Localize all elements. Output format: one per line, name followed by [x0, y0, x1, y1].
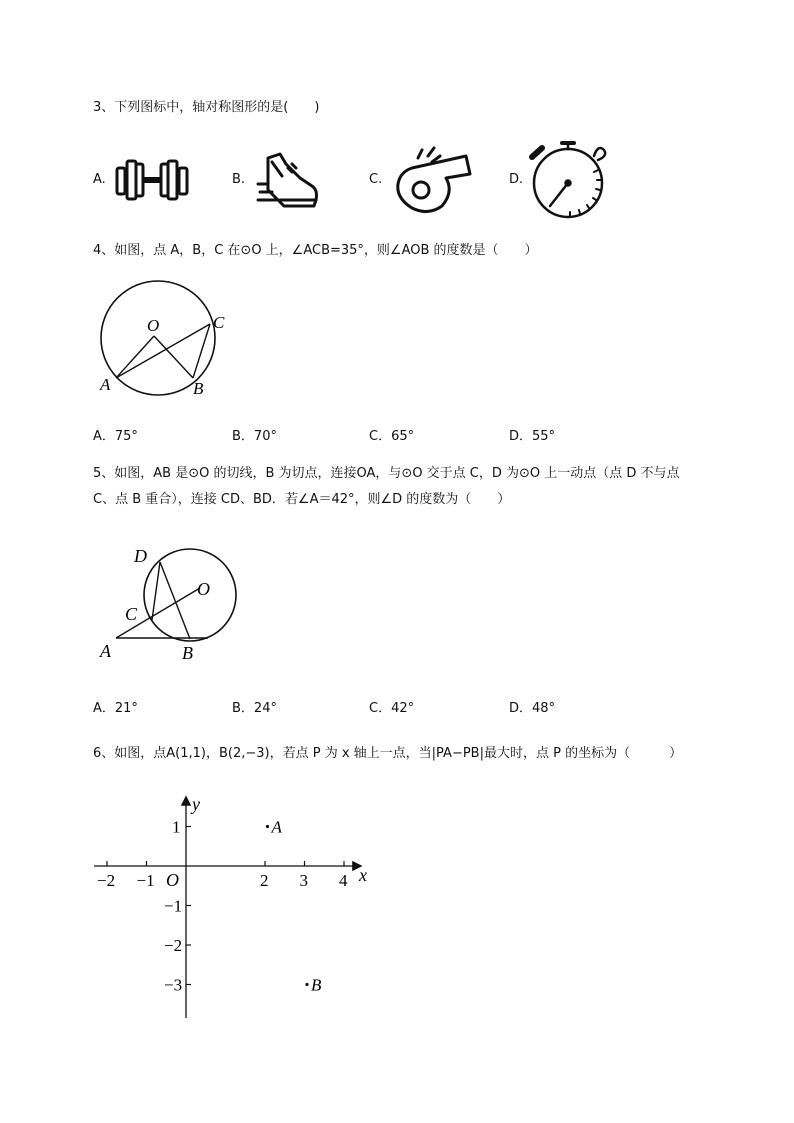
x-tick-label: 4 — [339, 871, 348, 890]
q4-label-a: A — [100, 375, 111, 394]
question-6-stem: 6、如图，点A(1,1)，B(2,−3)，若点 P 为 x 轴上一点，当|PA−PB|最大时，点 P 的坐标为（ ） — [93, 746, 683, 761]
q5-option-a: A．21° — [93, 701, 138, 716]
question-5-stem-line-1: 5、如图，AB 是⊙O 的切线，B 为切点，连接OA，与⊙O 交于点 C，D 为⊙O 上一动点（点 D 不与点 — [93, 466, 680, 481]
x-tick-label: −2 — [97, 871, 116, 890]
q3-option-b-label: B. — [232, 172, 246, 187]
q5-label-c: C — [125, 604, 138, 624]
running-shoe-icon — [254, 150, 322, 212]
q4-label-o: O — [147, 316, 160, 335]
whistle-icon — [390, 146, 474, 216]
q5-tangent-figure — [96, 542, 246, 667]
q4-option-d: D．55° — [509, 429, 556, 444]
q4-label-c: C — [213, 313, 225, 332]
q5-option-b: B．24° — [232, 701, 277, 716]
y-axis-label: y — [192, 794, 200, 814]
point-b-label: B — [311, 975, 322, 995]
y-tick-label: −3 — [164, 975, 183, 995]
dumbbell-icon — [113, 156, 193, 204]
q6-coordinate-plane — [88, 790, 388, 1025]
question-5-stem-line-2: C、点 B 重合），连接 CD、BD．若∠A＝42°，则∠D 的度数为（ ） — [93, 492, 511, 507]
q5-label-a: A — [100, 641, 111, 661]
q4-circle-figure — [92, 280, 242, 400]
q5-label-b: B — [182, 643, 193, 663]
point-a-marker — [266, 825, 269, 828]
q3-option-d-label: D. — [509, 172, 524, 187]
y-tick-label: 1 — [172, 817, 181, 837]
x-axis-label: x — [359, 865, 367, 885]
q4-option-b: B．70° — [232, 429, 277, 444]
question-3-stem: 3、下列图标中，轴对称图形的是( ) — [93, 100, 320, 115]
q4-option-a: A．75° — [93, 429, 138, 444]
q4-option-c: C．65° — [369, 429, 415, 444]
x-tick-label: −1 — [136, 871, 155, 890]
q5-option-d: D．48° — [509, 701, 556, 716]
x-tick-label: 2 — [260, 871, 269, 890]
q3-option-c-label: C. — [369, 172, 383, 187]
point-b-marker — [305, 983, 308, 986]
q5-option-c: C．42° — [369, 701, 415, 716]
question-4-stem: 4、如图，点 A，B，C 在⊙O 上，∠ACB=35°，则∠AOB 的度数是（ ） — [93, 243, 538, 258]
point-a-label: A — [271, 817, 282, 837]
origin-label: O — [166, 870, 179, 890]
y-tick-label: −2 — [164, 936, 183, 955]
x-tick-label: 3 — [299, 871, 308, 890]
q3-option-a-label: A. — [93, 172, 106, 187]
y-tick-label: −1 — [164, 896, 183, 916]
q5-label-o: O — [197, 579, 210, 599]
q4-label-b: B — [193, 379, 204, 398]
stopwatch-icon — [528, 140, 610, 220]
q5-label-d: D — [134, 546, 147, 566]
